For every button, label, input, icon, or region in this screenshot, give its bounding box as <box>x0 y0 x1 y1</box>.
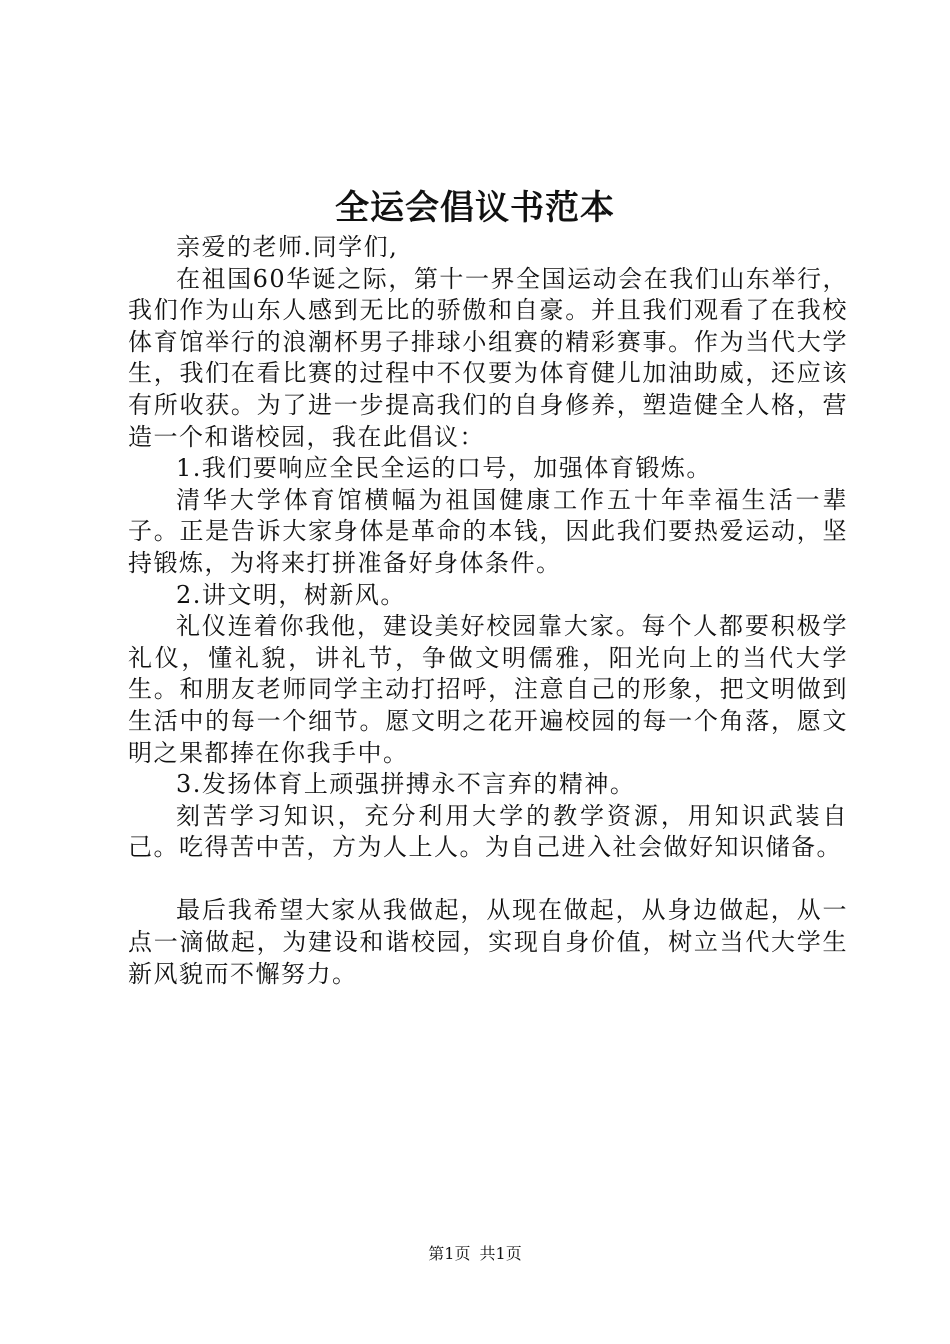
intro-paragraph: 在祖国60华诞之际，第十一界全国运动会在我们山东举行，我们作为山东人感到无比的骄傲和自豪。并且我们观看了在我校体育馆举行的浪潮杯男子排球小组赛的精彩赛事。作为当代大学生，我们在看比赛的过程中不仅要为体育健儿加油助威，还应该有所收获。为了进一步提高我们的自身修养，塑造健全人格，营造一个和谐校园，我在此倡议： <box>128 264 848 451</box>
page-footer <box>0 1243 950 1265</box>
page-number: 第1页 <box>428 1244 471 1263</box>
document-title: 全运会倡议书范本 <box>335 188 615 228</box>
proposal-1-body: 清华大学体育馆横幅为祖国健康工作五十年幸福生活一辈子。正是告诉大家身体是革命的本钱，因此我们要热爱运动，坚持锻炼，为将来打拼准备好身体条件。 <box>128 485 848 577</box>
proposal-1-heading: 1.我们要响应全民全运的口号，加强体育锻炼。 <box>176 454 712 483</box>
proposal-2-heading: 2.讲文明，树新风。 <box>176 580 406 609</box>
salutation: 亲爱的老师.同学们, <box>176 233 399 261</box>
page-total: 共1页 <box>479 1244 522 1263</box>
document-body <box>128 232 848 990</box>
closing-paragraph: 最后我希望大家从我做起，从现在做起，从身边做起，从一点一滴做起，为建设和谐校园，实现自身价值，树立当代大学生新风貌而不懈努力。 <box>128 896 848 988</box>
proposal-3-heading: 3.发扬体育上顽强拼搏永不言弃的精神。 <box>176 770 636 799</box>
proposal-2-body: 礼仪连着你我他，建设美好校园靠大家。每个人都要积极学礼仪，懂礼貌，讲礼节，争做文明儒雅，阳光向上的当代大学生。和朋友老师同学主动打招呼，注意自己的形象，把文明做到生活中的每一个细节。愿文明之花开遍校园的每一个角落，愿文明之果都捧在你我手中。 <box>128 612 848 767</box>
proposal-3-body: 刻苦学习知识，充分利用大学的教学资源，用知识武装自己。吃得苦中苦，方为人上人。为自己进入社会做好知识储备。 <box>128 801 848 862</box>
